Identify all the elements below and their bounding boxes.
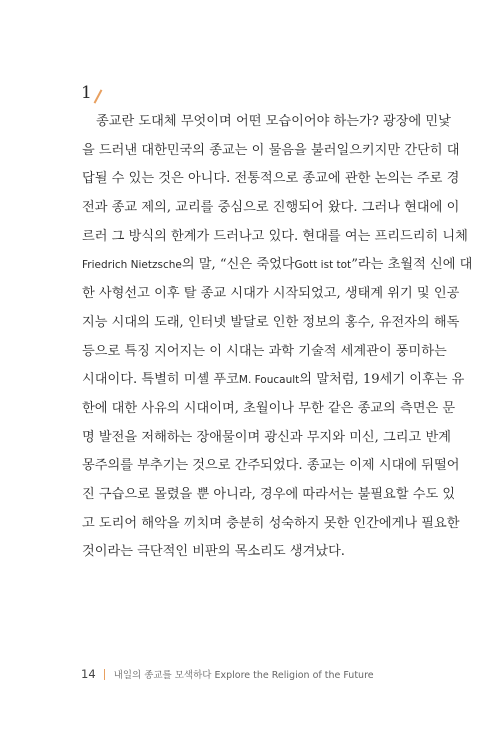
paragraph-line: 명 발전을 저해하는 장애물이며 광신과 무지와 미신, 그리고 반계 — [82, 429, 451, 445]
section-accent-slash — [93, 89, 102, 103]
line-text: 의 말처럼, 19세기 이후는 유 — [299, 372, 465, 388]
section-number: 1 — [81, 83, 92, 103]
paragraph-line: 종교란 도대체 무엇이며 어떤 모습이어야 하는가? 광장에 민낯 — [96, 114, 451, 129]
paragraph-line: 한 사형선고 이후 탈 종교 시대가 시작되었고, 생태계 위기 및 인공 — [82, 286, 460, 302]
running-title: 내일의 종교를 모색하다 Explore the Religion of the Future — [113, 670, 374, 681]
paragraph-line: 몽주의를 부추기는 것으로 간주되었다. 종교는 이제 시대에 뒤떨어 — [82, 458, 460, 474]
paragraph-line: 르러 그 방식의 한계가 드러나고 있다. 현대를 여는 프리드리히 니체 — [82, 228, 468, 244]
gott-ist-tot-phrase: Gott ist tot — [294, 259, 352, 272]
page-footer — [81, 667, 374, 681]
paragraph-line: 고 도리어 해악을 끼치며 충분히 성숙하지 못한 인간에게나 필요한 — [82, 515, 460, 531]
paragraph-line: 진 구습으로 몰렸을 뿐 아니라, 경우에 따라서는 불필요할 수도 있 — [82, 486, 456, 502]
nietzsche-latin-name: Friedrich Nietzsche — [82, 259, 182, 272]
footer-divider — [104, 669, 105, 680]
paragraph-line: 을 드러낸 대한민국의 종교는 이 물음을 불러일으키지만 간단히 대 — [82, 142, 460, 158]
paragraph-line: 한에 대한 사유의 시대이며, 초월이나 무한 같은 종교의 측면은 문 — [82, 400, 456, 416]
paragraph-line: 등으로 특징 지어지는 이 시대는 과학 기술적 세계관이 풍미하는 — [82, 343, 447, 359]
section-marker — [81, 78, 99, 102]
paragraph-line: 지능 시대의 도래, 인터넷 발달로 인한 정보의 홍수, 유전자의 해독 — [82, 314, 460, 330]
line-text: 시대이다. 특별히 미셸 푸코 — [82, 372, 239, 388]
paragraph-line — [82, 251, 473, 280]
foucault-latin-name: M. Foucault — [238, 374, 300, 387]
line-text: ”라는 초월적 신에 대 — [351, 257, 473, 273]
paragraph-line — [82, 366, 465, 395]
line-text: 의 말, “신은 죽었다 — [181, 257, 295, 273]
paragraph-line: 답될 수 있는 것은 아니다. 전통적으로 종교에 관한 논의는 주로 경 — [82, 171, 460, 187]
paragraph-line: 것이라는 극단적인 비판의 목소리도 생겨났다. — [82, 544, 346, 560]
paragraph-line: 전과 종교 제의, 교리를 중심으로 진행되어 왔다. 그러나 현대에 이 — [82, 200, 460, 216]
page-number: 14 — [81, 667, 96, 681]
body-paragraph — [82, 108, 473, 567]
